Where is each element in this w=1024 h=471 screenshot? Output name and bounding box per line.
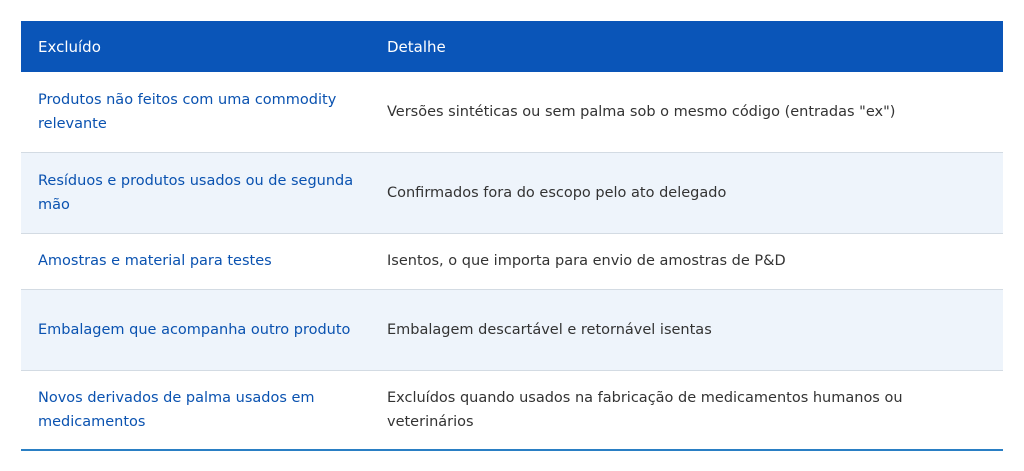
row-label: Amostras e material para testes <box>21 233 370 289</box>
header-row <box>21 21 1003 72</box>
row-label: Novos derivados de palma usados em medicamentos <box>21 370 370 450</box>
table-row <box>21 289 1003 370</box>
table-row <box>21 233 1003 289</box>
table-row <box>21 72 1003 152</box>
row-detail: Excluídos quando usados na fabricação de medicamentos humanos ou veterinários <box>370 370 1003 450</box>
exclusions-table-container <box>21 21 1003 451</box>
row-detail: Confirmados fora do escopo pelo ato delegado <box>370 152 1003 233</box>
table-body <box>21 72 1003 450</box>
table-header <box>21 21 1003 72</box>
column-header-detail: Detalhe <box>387 37 446 56</box>
row-label: Embalagem que acompanha outro produto <box>21 289 370 370</box>
table-row <box>21 370 1003 450</box>
row-detail: Versões sintéticas ou sem palma sob o mesmo código (entradas "ex") <box>370 72 1003 152</box>
table-row <box>21 152 1003 233</box>
exclusions-table <box>21 21 1003 451</box>
row-detail: Isentos, o que importa para envio de amostras de P&D <box>370 233 1003 289</box>
column-header-excluded: Excluído <box>38 37 101 56</box>
row-detail: Embalagem descartável e retornável isentas <box>370 289 1003 370</box>
row-label: Produtos não feitos com uma commodity relevante <box>21 72 370 152</box>
row-label: Resíduos e produtos usados ou de segunda mão <box>21 152 370 233</box>
